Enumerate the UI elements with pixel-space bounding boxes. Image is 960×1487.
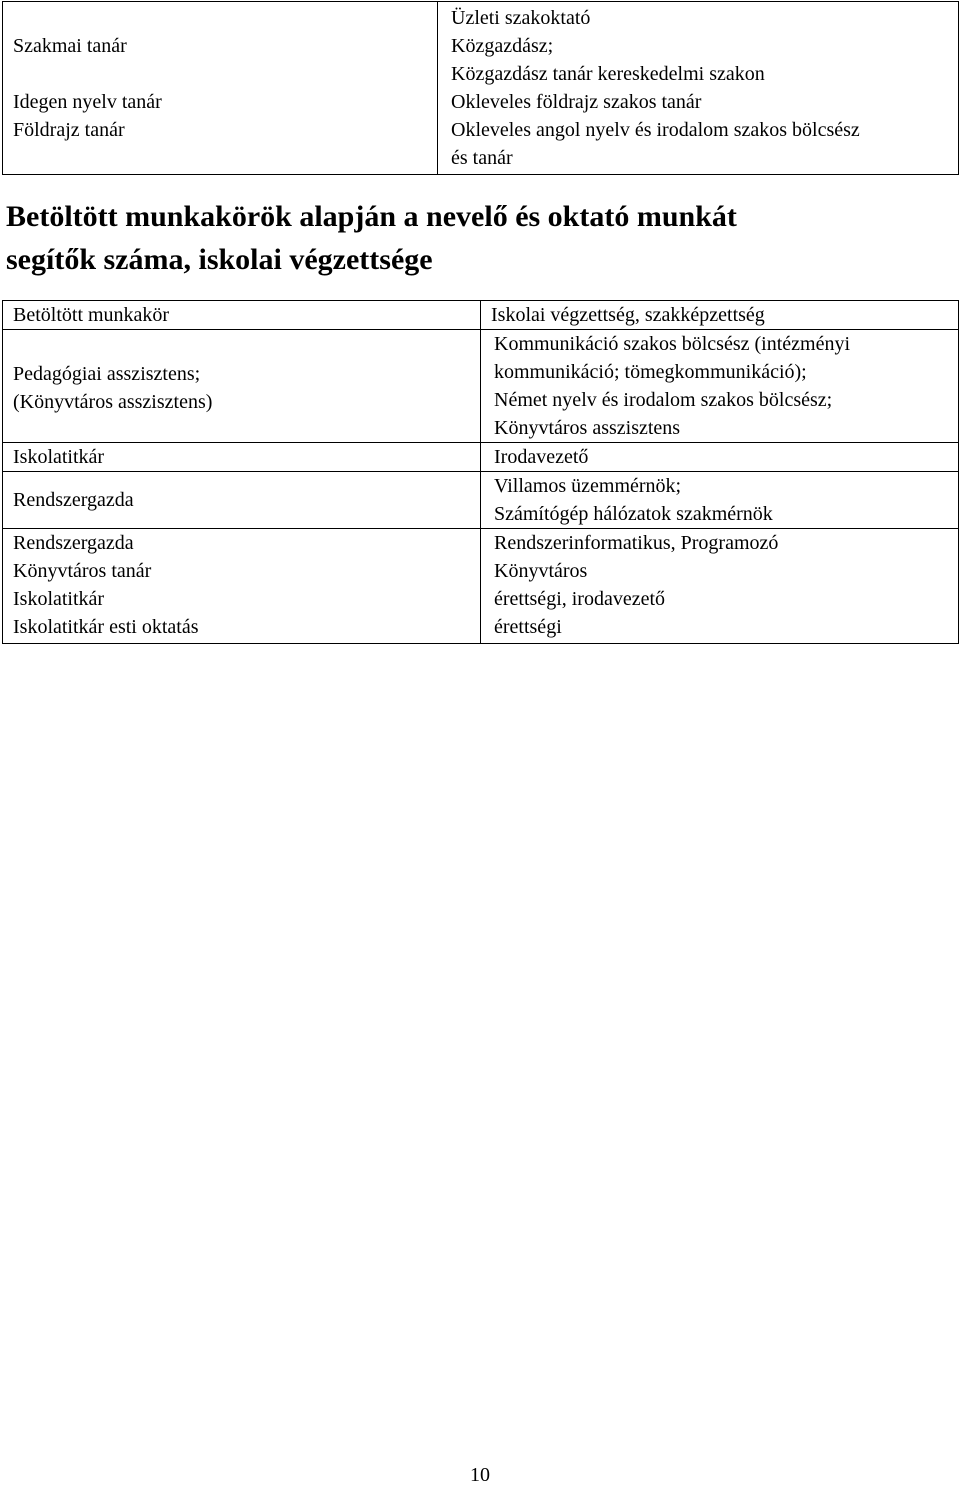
role-line: Pedagógiai asszisztens;: [13, 363, 201, 385]
qualification-line: Üzleti szakoktató: [451, 7, 591, 29]
qualification-line: Számítógép hálózatok szakmérnök: [494, 503, 773, 525]
qualification-line: Német nyelv és irodalom szakos bölcsész;: [494, 389, 833, 411]
section-heading: [6, 195, 946, 281]
table-row: [3, 330, 959, 443]
section-heading-line2: segítők száma, iskolai végzettsége: [6, 243, 433, 276]
qualification-line: és tanár: [451, 147, 513, 169]
support-staff-table: [2, 300, 959, 644]
qualification-cell: [481, 472, 959, 529]
section-heading-line1: Betöltött munkakörök alapján a nevelő és oktató munkát: [6, 200, 737, 233]
qualification-line: érettségi: [494, 616, 562, 638]
qualification-line: Okleveles angol nyelv és irodalom szakos bölcsész: [451, 119, 860, 141]
role-line: Rendszergazda: [13, 532, 134, 554]
qualification-line: kommunikáció; tömegkommunikáció);: [494, 361, 807, 383]
column-header-role: Betöltött munkakör: [3, 301, 481, 330]
qualification-line: Könyvtáros: [494, 560, 588, 582]
qualification-line: Közgazdász;: [451, 35, 554, 57]
qualification-cell: [481, 443, 959, 472]
page-number: 10: [470, 1464, 490, 1486]
role-line: Földrajz tanár: [13, 119, 125, 141]
table-row: [3, 443, 959, 472]
qualification-line: Kommunikáció szakos bölcsész (intézményi: [494, 333, 851, 355]
role-line: Iskolatitkár esti oktatás: [13, 616, 199, 638]
qualification-cell: [481, 529, 959, 644]
role-cell: [3, 472, 481, 529]
qualification-line: Közgazdász tanár kereskedelmi szakon: [451, 63, 765, 85]
table-row: [3, 2, 959, 175]
role-line-spacer: [13, 60, 429, 88]
qualification-cell: [481, 330, 959, 443]
table-row: [3, 472, 959, 529]
qualification-cell: [438, 2, 959, 175]
column-header-qualification: Iskolai végzettség, szakképzettség: [481, 301, 959, 330]
role-cell: [3, 330, 481, 443]
role-line: Iskolatitkár: [13, 446, 105, 468]
qualification-line: érettségi, irodavezető: [494, 588, 666, 610]
teacher-qualification-table: [2, 1, 959, 175]
role-line: (Könyvtáros asszisztens): [13, 391, 213, 413]
role-line: Iskolatitkár: [13, 588, 105, 610]
table-row: [3, 529, 959, 644]
table-header-row: [3, 301, 959, 330]
role-line: Szakmai tanár: [13, 35, 127, 57]
qualification-line: Irodavezető: [494, 446, 589, 468]
role-line: Könyvtáros tanár: [13, 560, 152, 582]
qualification-line: Rendszerinformatikus, Programozó: [494, 532, 779, 554]
role-cell: [3, 2, 438, 175]
role-cell: [3, 529, 481, 644]
qualification-line: Okleveles földrajz szakos tanár: [451, 91, 702, 113]
role-cell: [3, 443, 481, 472]
qualification-line: Villamos üzemmérnök;: [494, 475, 682, 497]
qualification-line: Könyvtáros asszisztens: [494, 417, 681, 439]
role-line: Idegen nyelv tanár: [13, 91, 162, 113]
role-line: Rendszergazda: [13, 489, 134, 511]
